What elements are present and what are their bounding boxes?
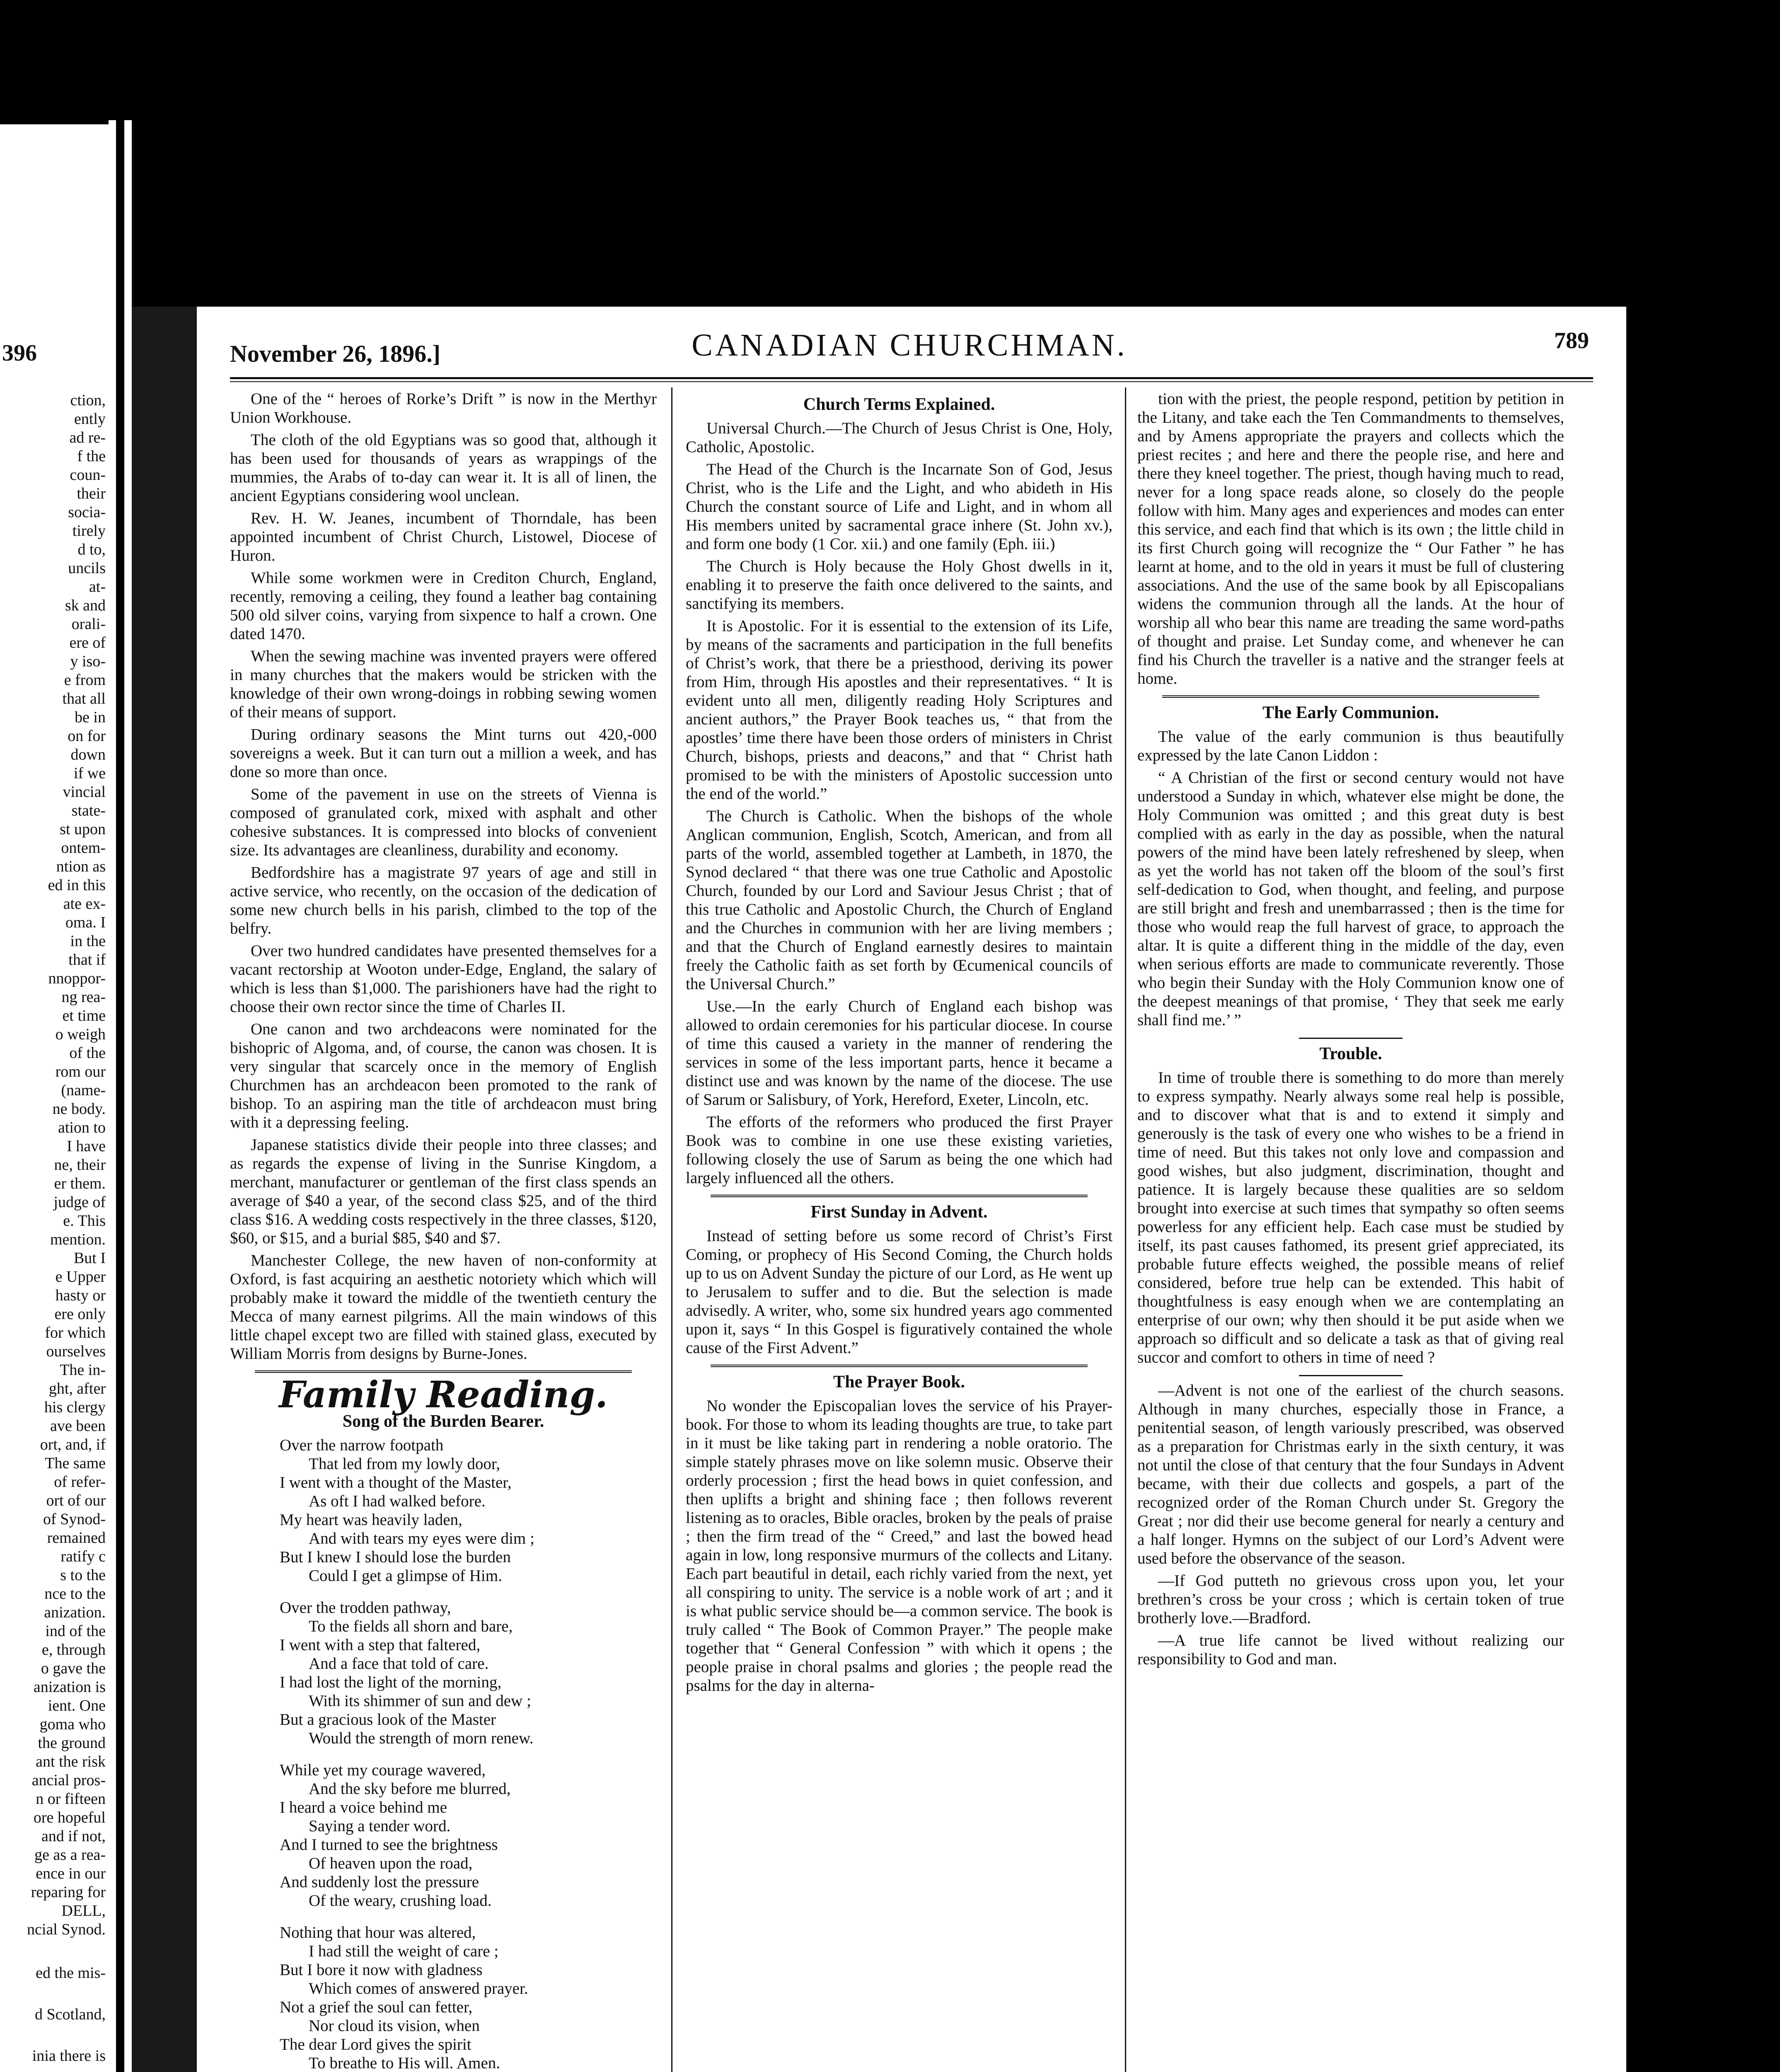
poem-line: But a gracious look of the Master xyxy=(280,1711,496,1728)
left-page-line: ge as a rea- xyxy=(34,1846,106,1864)
left-page-line: d Scotland, xyxy=(35,2006,106,2023)
news-item: Manchester College, the new haven of non-conformity at Oxford, is fast acquiring an aesthetic notoriety which which will probably make it toward the middle of the twentieth century the Mecca of many earnest pilgrims. All the main windows of this little chapel except two are filled with stained glass, executed by William Morris from designs by Burne-Jones. xyxy=(230,1251,657,1363)
left-page-line: their xyxy=(77,485,106,502)
left-page-line: socia- xyxy=(68,503,106,521)
news-item: Over two hundred candidates have presented themselves for a vacant rectorship at Wooton under-Edge, England, the salary of which is less than $1,000. The parishioners have had the right to choose their own rector since the time of Charles II. xyxy=(230,942,657,1016)
left-page-line: e Upper xyxy=(55,1268,106,1285)
poem-line: And a face that told of care. xyxy=(309,1655,489,1673)
left-page-line: ere of xyxy=(69,634,106,651)
left-page-line: tirely xyxy=(72,522,106,540)
left-page-line: d to, xyxy=(77,541,106,558)
header-page-number: 789 xyxy=(1554,328,1589,353)
poem-line: Would the strength of morn renew. xyxy=(309,1729,534,1747)
header-date: November 26, 1896.] xyxy=(230,340,440,367)
left-page-line: that all xyxy=(62,690,106,707)
left-page-line: his clergy xyxy=(44,1399,106,1416)
poem-line: Saying a tender word. xyxy=(309,1817,451,1835)
left-page-line: e from xyxy=(64,671,106,689)
poem-line: Nothing that hour was altered, xyxy=(280,1924,476,1941)
left-page-line: (name- xyxy=(61,1082,106,1099)
header-title: CANADIAN CHURCHMAN. xyxy=(692,328,1127,363)
section-rule xyxy=(711,1195,1088,1197)
poem-line: And the sky before me blurred, xyxy=(309,1780,511,1798)
left-page-line: ourselves xyxy=(46,1343,106,1360)
poem-stanza xyxy=(280,1436,657,1585)
left-page-line: in the xyxy=(70,932,106,950)
left-page-line: y iso- xyxy=(70,653,106,670)
left-page-line: reparing for xyxy=(31,1883,106,1901)
left-page-line: remained xyxy=(47,1529,106,1547)
left-page-line: orali- xyxy=(71,615,106,633)
left-page-line: ate ex- xyxy=(63,895,106,913)
left-page-line: f the xyxy=(77,448,106,465)
poem-line: Could I get a glimpse of Him. xyxy=(309,1567,502,1585)
column-divider xyxy=(671,387,672,2072)
left-page-line: rom our xyxy=(55,1063,106,1080)
left-page-line: The same xyxy=(45,1455,106,1472)
news-item: While some workmen were in Crediton Church, England, recently, removing a ceiling, they found a leather bag containing 500 old silver coins, varying from sixpence to half a crown. One dated 1470. xyxy=(230,569,657,643)
left-page-line: of the xyxy=(69,1044,106,1062)
left-page-line: anization. xyxy=(44,1604,106,1621)
left-page-line: ction, xyxy=(70,392,106,409)
family-reading-heading: Family Reading. xyxy=(279,1373,608,1416)
left-page-line: ence in our xyxy=(36,1865,106,1882)
left-page-line: I have xyxy=(67,1138,106,1155)
left-page-line: ort of our xyxy=(46,1492,106,1509)
section-rule xyxy=(1299,1375,1403,1376)
left-page-line: o gave the xyxy=(41,1660,106,1677)
left-page-line: ratify c xyxy=(60,1548,106,1565)
poem-line: And suddenly lost the pressure xyxy=(280,1873,479,1891)
left-page-line: for which xyxy=(45,1324,106,1341)
left-page-line: ant the risk xyxy=(36,1753,106,1770)
poem-line: Which comes of answered prayer. xyxy=(309,1980,528,1997)
section-rule xyxy=(711,1365,1088,1367)
left-page-line: st upon xyxy=(60,821,106,838)
news-item: One of the “ heroes of Rorke’s Drift ” is now in the Merthyr Union Workhouse. xyxy=(230,390,657,426)
poem-title: Song of the Burden Bearer. xyxy=(342,1412,544,1431)
page-header xyxy=(230,327,1589,373)
left-page-line: vincial xyxy=(63,783,106,801)
poem-line: I went with a step that faltered, xyxy=(280,1636,481,1654)
header-rule xyxy=(230,377,1593,379)
page-shadow xyxy=(132,307,197,2072)
left-page-line: ere only xyxy=(54,1305,106,1323)
poem-line: That led from my lowly door, xyxy=(309,1455,501,1473)
left-page-line: nnoppor- xyxy=(48,970,106,987)
left-page-line: ad re- xyxy=(69,429,106,446)
binding-stripe xyxy=(109,120,116,2072)
column-1 xyxy=(230,390,657,2072)
left-page-line: judge of xyxy=(53,1193,106,1211)
article-paragraph: No wonder the Episcopalian loves the service of his Prayer-book. For those to whom its leading thoughts are true, to take part in it must be like taking part in rendering a noble oratorio. The simple stately phrases move on like solemn music. Observe their orderly procession ; first the head bows in quiet confession, and then uplifts a bright and shining face ; then follows reverent listening as to oracles, Bible oracles, broken by the peals of praise ; then the firm tread of the “ Creed,” and last the bowed head again in low, long responsive murmurs of the collects and Litany. Each part beautiful in detail, each richly varied from the next, yet all conspiring to unity. The service is a noble work of art ; and it is what public service should be—a common service. The book is truly called “ The Book of Common Prayer.” The people make together that “ General Confession ” with which it opens ; the people praise in choral psalms and glories ; the people read the psalms for the day in alterna- xyxy=(686,1397,1112,1694)
left-page-line: ort, and, if xyxy=(40,1436,106,1453)
left-page-line: inia there is xyxy=(32,2047,106,2065)
left-page-line: er them. xyxy=(54,1175,106,1192)
left-page-line: nce to the xyxy=(44,1585,106,1602)
left-page-line: and if not, xyxy=(41,1828,106,1845)
left-page-number: 396 xyxy=(2,340,37,366)
left-page-line: The in- xyxy=(60,1361,106,1379)
article-paragraph: Instead of setting before us some record of Christ’s First Coming, or prophecy of His Second Coming, the Church holds up to us on Advent Sunday the picture of our Lord, as He went up to Jerusalem to suffer and to die. But the selection is made advisedly. A writer, who, some six hundred years ago commented upon it, says “ In this Gospel is figuratively contained the whole cause of the First Advent.” xyxy=(686,1227,1112,1357)
heading-trouble: Trouble. xyxy=(1319,1044,1382,1063)
left-page-line: anization is xyxy=(33,1678,106,1696)
left-page-line: ne, their xyxy=(54,1156,106,1174)
article-paragraph: The efforts of the reformers who produced the first Prayer Book was to combine in one use these existing varieties, following closely the use of Sarum as being the one which had largely influenced all the others. xyxy=(686,1113,1112,1187)
left-page-line: ently xyxy=(74,410,106,428)
left-page-strip xyxy=(0,124,116,2072)
poem-line: While yet my courage wavered, xyxy=(280,1761,486,1779)
left-page-fragments xyxy=(0,391,116,1939)
article-paragraph: —A true life cannot be lived without realizing our responsibility to God and man. xyxy=(1137,1631,1564,1668)
poem-line: As oft I had walked before. xyxy=(309,1492,486,1510)
left-page-line: ore hopeful xyxy=(33,1809,106,1826)
poem-line: I had lost the light of the morning, xyxy=(280,1673,502,1691)
left-page-line: ntion as xyxy=(56,858,106,875)
left-page-line: uncils xyxy=(68,559,106,577)
left-page-line: on for xyxy=(68,727,106,745)
left-page-line: But I xyxy=(73,1249,106,1267)
left-page-line: of refer- xyxy=(54,1473,106,1491)
news-item: Some of the pavement in use on the streets of Vienna is composed of granulated cork, mixed with asphalt and other cohesive substances. It is compressed into blocks of convenient size. Its advantages are cleanliness, durability and economy. xyxy=(230,785,657,859)
article-paragraph: It is Apostolic. For it is essential to the extension of its Life, by means of the sacraments and participation in the full benefits of Christ’s work, that there be a priesthood, deriving its power from Him, through His apostles and their representatives. “ It is evident unto all men, diligently reading Holy Scriptures and ancient authors,” the Prayer Book teaches us, “ that from the apostles’ time there have been those orders of ministers in Christ Church, bishops, priests and deacons,” and that “ Christ hath promised to be with the ministers of Apostolic succession unto the end of the world.” xyxy=(686,617,1112,803)
poem-line: And I turned to see the brightness xyxy=(280,1836,498,1854)
poem-line: Over the narrow footpath xyxy=(280,1436,444,1454)
poem-stanza xyxy=(280,1923,657,2072)
news-item: One canon and two archdeacons were nominated for the bishopric of Algoma, and, of course, the canon was chosen. It is very singular that scarcely once in the memory of English Churchmen has an archdeacon been promoted to the rank of bishop. To an aspiring man the title of archdeacon must bring with it a depressing feeling. xyxy=(230,1020,657,1131)
heading-prayer-book: The Prayer Book. xyxy=(833,1372,965,1392)
left-page-line: ave been xyxy=(50,1417,106,1435)
left-page-line: mention. xyxy=(50,1231,106,1248)
poem xyxy=(280,1436,657,2072)
poem-line: Not a grief the soul can fetter, xyxy=(280,1998,473,2016)
left-page-line: state- xyxy=(71,802,106,819)
poem-line: But I knew I should lose the burden xyxy=(280,1548,511,1566)
left-page-line: ed in this xyxy=(48,876,106,894)
left-page-line: sk and xyxy=(65,597,106,614)
news-item: Japanese statistics divide their people into three classes; and as regards the expense of living in the Sunrise Kingdom, a merchant, manufacturer or gentleman of the first class spends an average of $40 a year, of the second class $25, and of the third class $16. A wedding costs respectively in the three classes, $120, $60, or $15, and a burial $85, $40 and $7. xyxy=(230,1136,657,1247)
poem-line: I heard a voice behind me xyxy=(280,1798,447,1816)
left-page-line: ght, after xyxy=(48,1380,106,1397)
left-page-line: ed the mis- xyxy=(36,1964,106,1982)
left-page-line: the ground xyxy=(38,1734,106,1752)
poem-line: With its shimmer of sun and dew ; xyxy=(309,1692,531,1710)
column-2 xyxy=(686,390,1112,1699)
left-page-line: n or fifteen xyxy=(36,1790,106,1808)
article-paragraph: Universal Church.—The Church of Jesus Christ is One, Holy, Catholic, Apostolic. xyxy=(686,419,1112,456)
heading-early-communion: The Early Communion. xyxy=(1262,703,1439,722)
binding-stripe xyxy=(124,120,132,2072)
left-page-line: ind of the xyxy=(45,1622,106,1640)
article-paragraph: The Head of the Church is the Incarnate Son of God, Jesus Christ, who is the Life and the Light, and who abideth in His Church the constant source of Life and Light, and in whom all His members united by sacramental grace inhere (St. John xv.), and form one body (1 Cor. xii.) and one family (Eph. iii.) xyxy=(686,460,1112,553)
section-rule xyxy=(1299,1038,1403,1039)
left-page-line: coun- xyxy=(70,466,106,484)
column-divider xyxy=(1125,387,1126,2072)
news-item: Bedfordshire has a magistrate 97 years of age and still in active service, who recently, on the occasion of the dedication of some new church bells in his parish, climbed to the top of the belfry. xyxy=(230,864,657,937)
poem-line: To breathe to His will. Amen. xyxy=(309,2054,500,2072)
article-paragraph: —Advent is not one of the earliest of the church seasons. Although in many churches, especially those in France, a penitential season, of length variously prescribed, was observed as a preparation for Christmas early in the sixth century, it was not until the close of that century that the four Sundays in Advent became, with their due collects and gospels, a part of the recognized order of the Roman Church under St. Gregory the Great ; nor did their use become general for nearly a century and a half longer. Hymns on the subject of our Lord’s Advent were used before the observance of the season. xyxy=(1137,1382,1564,1567)
left-page-line: ient. One xyxy=(48,1697,106,1714)
news-item: During ordinary seasons the Mint turns out 420,-000 sovereigns a week. But it can turn out a million a week, and has done so more than once. xyxy=(230,726,657,781)
column-3 xyxy=(1137,390,1564,1672)
poem-line: My heart was heavily laden, xyxy=(280,1511,462,1529)
left-page-line: DELL, xyxy=(61,1902,106,1920)
article-paragraph: “ A Christian of the first or second century would not have understood a Sunday in which, whatever else might be done, the Holy Communion was omitted ; and this great duty is best complied with as early in the day as possible, when the natural powers of the mind have been lately refreshened by sleep, when as yet the world has not taken off the bloom of the soul’s first self-dedication to God, when thought, and feeling, and purpose are still bright and fresh and unembarrassed ; then is the time for those who would reap the full harvest of grace, to approach the altar. It is quite a different thing in the middle of the day, even when serious efforts are made to communicate reverently. Those who begin their Sunday with the Holy Communion know one of the deepest meanings of that promise, ‘ They that seek me early shall find me.’ ” xyxy=(1137,769,1564,1029)
article-paragraph: In time of trouble there is something to do more than merely to express sympathy. Nearly always some real help is possible, and to discover what that is and to extend it simply and generously is the task of every one who wishes to be a friend in time of need. But this takes not only love and compassion and good wishes, but also judgment, discrimination, thought and patience. It is largely because these qualities are so seldom brought into exercise at such times that sympathy so often seems powerless for any efficient help. Each case must be studied by itself, its past causes fathomed, its present grief appreciated, its probable future effects weighed, the possible means of relief considered, before true help can be extended. This habit of thoughtfulness is easy enough when we are contemplating an enterprise of our own; why then should it be put aside when we approach so difficult and so delicate a task as that of giving real succor and comfort to others in time of need ? xyxy=(1137,1069,1564,1366)
left-page-line: of Synod- xyxy=(43,1510,106,1528)
poem-line: Over the trodden pathway, xyxy=(280,1599,451,1617)
poem-line: To the fields all shorn and bare, xyxy=(309,1617,513,1635)
heading-church-terms: Church Terms Explained. xyxy=(803,395,995,414)
poem-line: Of the weary, crushing load. xyxy=(309,1892,492,1910)
section-rule xyxy=(1162,695,1539,698)
left-page-line: ncial Synod. xyxy=(27,1921,106,1938)
poem-line: And with tears my eyes were dim ; xyxy=(309,1530,534,1547)
news-item: Rev. H. W. Jeanes, incumbent of Thorndale, has been appointed incumbent of Christ Church, Listowel, Diocese of Huron. xyxy=(230,509,657,564)
article-paragraph: Use.—In the early Church of England each bishop was allowed to ordain ceremonies for his particular diocese. In course of time this caused a variety in the manner of rendering the services in some of the less important parts, hence it became a distinct use and was known by the name of the diocese. The use of Sarum or Salisbury, of York, Hereford, Exeter, Lincoln, etc. xyxy=(686,997,1112,1109)
poem-line: I went with a thought of the Master, xyxy=(280,1474,512,1491)
poem-line: Of heaven upon the road, xyxy=(309,1854,473,1872)
left-page-line: ne body. xyxy=(52,1100,106,1118)
left-page-fragments-bottom xyxy=(0,1964,116,2072)
header-rule xyxy=(230,381,1593,382)
news-item: When the sewing machine was invented prayers were offered in many churches that the makers would be stricken with the knowledge of their own wrong-doings in robbing sewing women of their means of support. xyxy=(230,647,657,721)
article-paragraph: The Church is Catholic. When the bishops of the whole Anglican communion, English, Scotch, American, and from all parts of the world, assembled together at Lambeth, in 1870, the Synod declared “ that there was one true Catholic and Apostolic Church, founded by our Lord and Saviour Jesus Christ ; that of this true Catholic and Apostolic Church, the Church of England and the Churches in communion with her are living members ; and that the Church of England earnestly desires to maintain freely the Catholic faith as set forth by Œcumenical councils of the Universal Church.” xyxy=(686,807,1112,993)
left-page-line: e, through xyxy=(41,1641,106,1658)
left-page-line: et time xyxy=(62,1007,106,1024)
left-page-line: hasty or xyxy=(55,1287,106,1304)
poem-stanza xyxy=(280,1598,657,1748)
left-page-line: ng rea- xyxy=(61,988,106,1006)
left-page-line: s to the xyxy=(60,1566,106,1584)
poem-stanza xyxy=(280,1761,657,1910)
left-page-line: oma. I xyxy=(65,914,106,931)
left-page-line: ontem- xyxy=(61,839,106,857)
article-paragraph: tion with the priest, the people respond, petition by petition in the Litany, and take each the Ten Commandments to themselves, and by Amens appropriate the prayers and collects which the priest recites ; and here and there the people rise, and here and there they kneel together. The priest, though having much to read, never for a long space reads alone, so closely do the people follow with him. Many ages and experiences and modes can enter this service, and each find that which is its own ; the little child in its first Church going will recognize the “ Our Father ” he has learnt at home, and to the old in years it must be full of clustering associations. And the use of the same book by all Episcopalians widens the communion through all the lands. At the hour of worship all who bear this name are treading the same word-paths of thought and praise. Let Sunday come, and whenever he can find his Church the traveller is a native and the stranger feels at home. xyxy=(1137,390,1564,687)
left-page-line: ancial pros- xyxy=(31,1772,106,1789)
newspaper-page xyxy=(197,307,1626,2072)
article-paragraph: The Church is Holy because the Holy Ghost dwells in it, enabling it to preserve the faith once delivered to the saints, and sanctifying its members. xyxy=(686,557,1112,612)
poem-line: Nor cloud its vision, when xyxy=(309,2017,480,2035)
article-paragraph: —If God putteth no grievous cross upon you, let your brethren’s cross be your cross ; which is certain token of true brotherly love.—Bradford. xyxy=(1137,1572,1564,1627)
left-page-line: o weigh xyxy=(55,1026,106,1043)
left-page-line: down xyxy=(70,746,106,763)
left-page-line: that if xyxy=(68,951,106,968)
left-page-line: e. This xyxy=(63,1212,106,1230)
poem-line: I had still the weight of care ; xyxy=(309,1942,499,1960)
left-page-line: at- xyxy=(89,578,106,595)
poem-line: The dear Lord gives the spirit xyxy=(280,2036,472,2053)
left-page-line: goma who xyxy=(39,1716,106,1733)
left-page-line: if we xyxy=(73,765,106,782)
article-paragraph: The value of the early communion is thus beautifully expressed by the late Canon Liddon : xyxy=(1137,728,1564,764)
left-page-line: ation to xyxy=(58,1119,106,1136)
heading-first-sunday-advent: First Sunday in Advent. xyxy=(810,1203,988,1222)
news-item: The cloth of the old Egyptians was so good that, although it has been used for thousands of years as wrappings of the mummies, the Arabs of to-day can wear it. It is all of linen, the ancient Egyptians considering wool unclean. xyxy=(230,431,657,505)
left-page-line: be in xyxy=(75,709,106,726)
poem-line: But I bore it now with gladness xyxy=(280,1961,483,1979)
